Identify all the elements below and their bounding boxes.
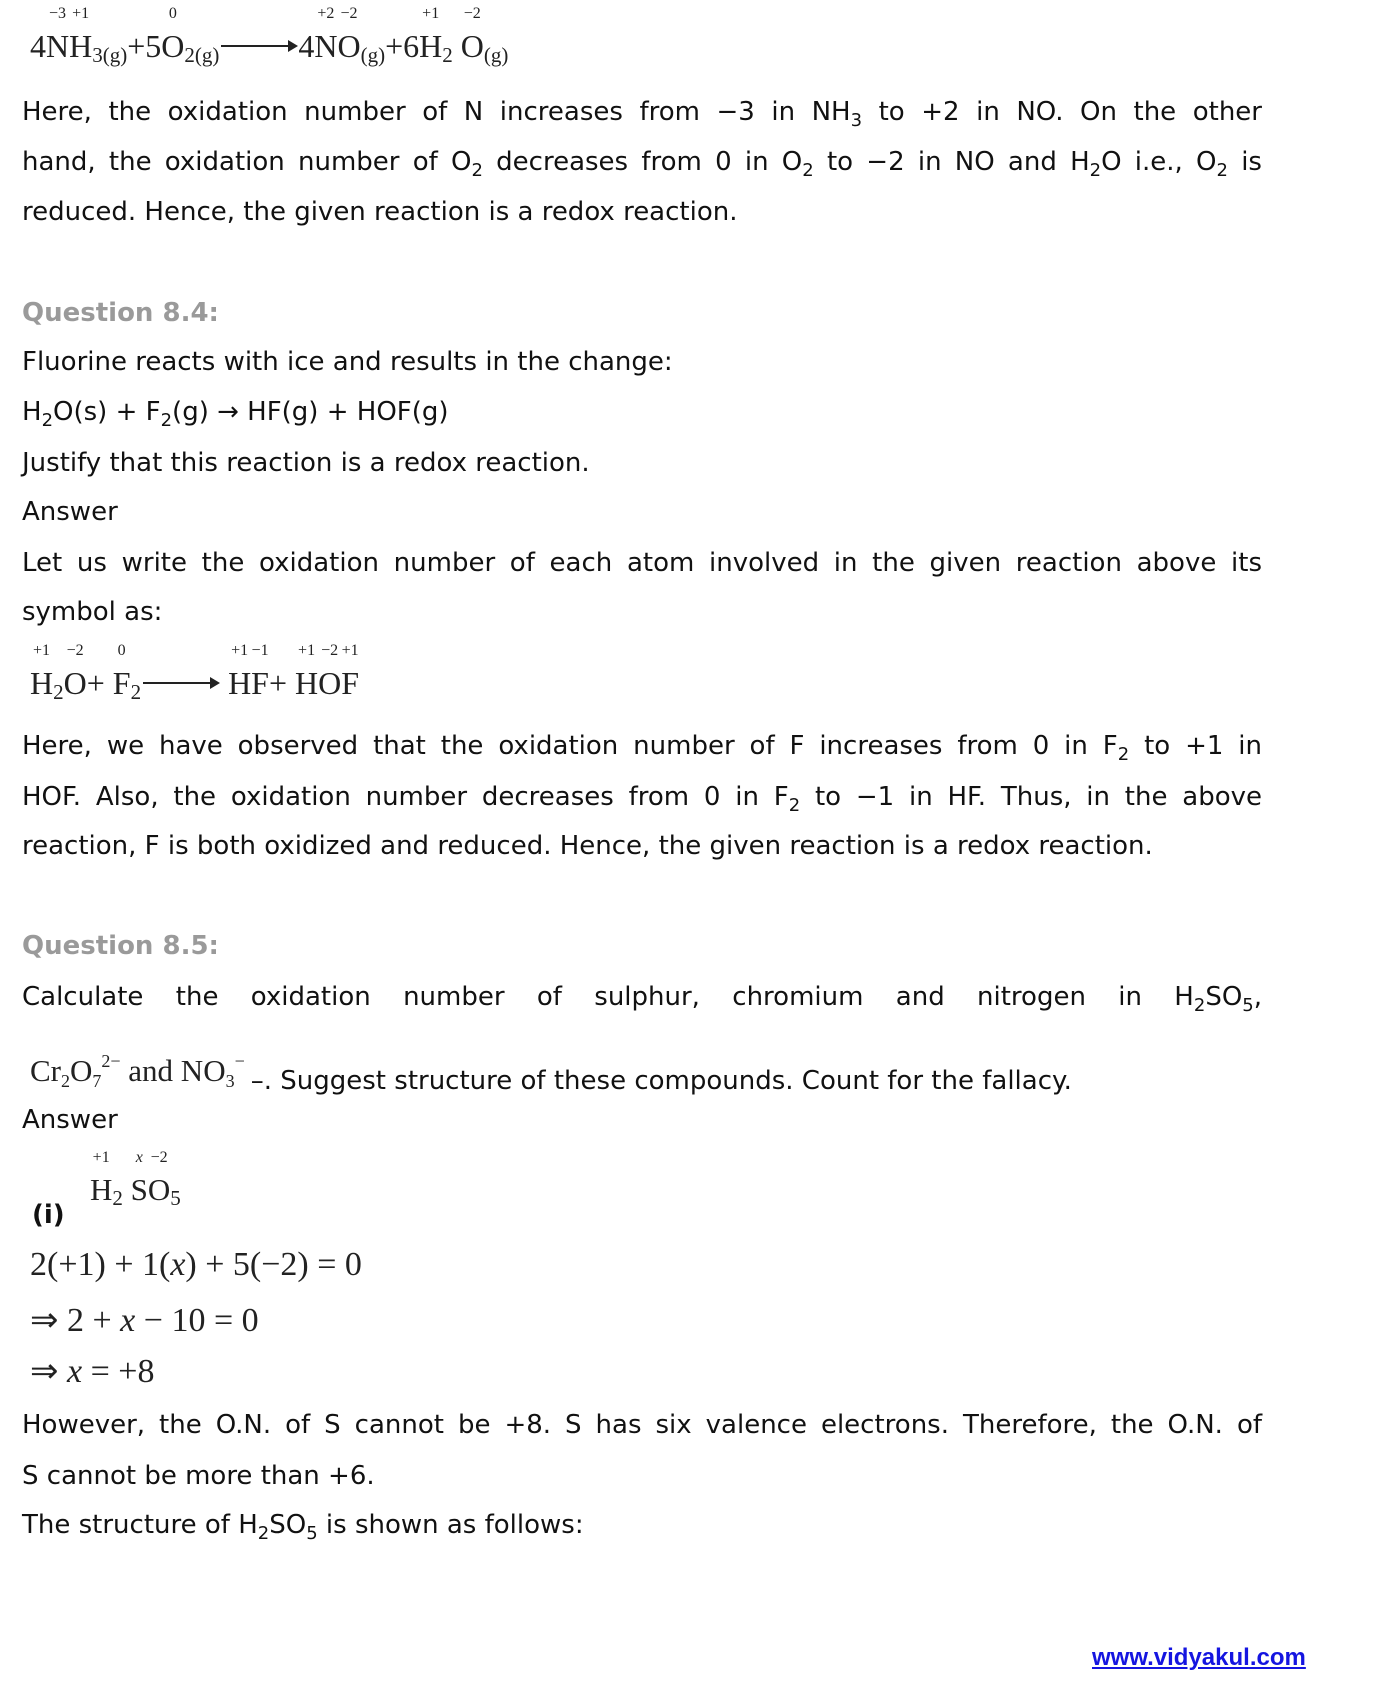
superscript: 2− [101,1051,121,1071]
atom-with-oxidation-state: F −1 [251,665,269,702]
text-run: 4 [30,28,46,64]
text-run: is shown as follows: [317,1510,584,1540]
subscript: 2 [1216,160,1228,181]
subscript: (g) [360,43,386,67]
text-run: Justify that this reaction is a redox reaction. [22,448,590,478]
text-run [453,28,461,64]
subscript: 2 [1117,744,1130,765]
question-text [22,337,1262,387]
text-run: S cannot be more than +6. [22,1461,375,1491]
text-run: 4 [298,28,315,64]
answer-text [22,538,1262,588]
atom-with-oxidation-state: O −2 [318,665,341,702]
oxidation-number: +1 [341,642,359,659]
equation-ammonia-oxidation [30,5,509,68]
subscript: 2 [41,410,54,431]
subscript: 2 [788,795,801,816]
atom-with-oxidation-state: N +2 [314,28,337,65]
subscript: 2 [53,680,64,704]
subscript: 5 [306,1523,318,1544]
text-run: +6 [385,28,420,64]
text-run: O i.e., O [1101,147,1217,177]
text-run: O(s) + F [53,397,161,427]
oxidation-number: +1 [422,5,440,22]
text-run: symbol as: [22,597,163,627]
text-run: (g) → HF(g) + HOF(g) [172,397,449,427]
atom-with-oxidation-state: N −3 [46,28,69,65]
superscript: − [234,1051,245,1071]
text-run: Calculate the oxidation number of sulphur, chromium and nitrogen in H [22,982,1194,1012]
formula-h2so5 [90,1149,181,1211]
answer-text [22,1400,1262,1450]
text-run: to +1 in [1129,731,1262,761]
subscript: 2 [61,1071,70,1091]
text-run: and NO [120,1053,226,1088]
reaction-arrow-icon [221,45,296,47]
atom-with-oxidation-state: S x [131,1172,148,1208]
question-heading-8-4: Question 8.4: [22,298,219,328]
oxidation-number: −3 [49,5,67,22]
text-run: However, the O.N. of S cannot be +8. S has six valence electrons. Therefore, the O.N. of [22,1410,1262,1440]
subscript: 2 [471,160,483,181]
variable: x [170,1246,186,1283]
atom-with-oxidation-state: H +1 [228,665,251,702]
oxidation-number: +1 [231,642,249,659]
oxidation-number: +1 [33,642,51,659]
subscript: 5 [1242,995,1254,1016]
subscript: 2 [257,1523,270,1544]
subscript: 2(g) [184,43,220,67]
answer-text [22,1500,1262,1559]
atom-with-oxidation-state: H +1 [419,28,442,65]
text-run: , [1253,982,1262,1012]
subscript: 2 [442,43,453,67]
text-run: to −1 in HF. Thus, in the above [800,782,1263,812]
text-run: HOF. Also, the oxidation number decreases from 0 in F [22,782,789,812]
answer-label: Answer [22,1105,118,1135]
oxidation-number: −2 [321,642,339,659]
text-run: hand, the oxidation number of O [22,147,472,177]
variable: x [120,1302,136,1339]
text-run: is [1227,147,1262,177]
text-run: + [86,665,113,701]
formula-dichromate-nitrate [30,1051,245,1091]
question-text-rest: –. Suggest structure of these compounds. Count for the fallacy. [250,1066,1072,1096]
atom-with-oxidation-state: F +1 [341,665,359,702]
text-run: reaction, F is both oxidized and reduced. Hence, the given reaction is a redox reaction. [22,831,1153,861]
subscript: 2 [802,160,814,181]
oxidation-number: +1 [72,5,90,22]
atom-with-oxidation-state: H +1 [90,1172,112,1208]
oxidation-number: −2 [150,1149,168,1166]
text-run: SO [1205,982,1243,1012]
math-step: ⇒ 2 + x − 10 = 0 [30,1302,259,1339]
oxidation-number: 0 [117,642,126,659]
answer-text [22,821,1262,871]
text-run [220,665,228,701]
subscript: 3(g) [92,43,128,67]
math-step: ⇒ x = +8 [30,1353,155,1390]
oxidation-number: −2 [66,642,84,659]
atom-with-oxidation-state: O −2 [461,28,484,65]
answer-text [22,587,1262,637]
atom-with-oxidation-state: O −2 [337,28,360,65]
text-run: to +2 in NO. On the other [862,97,1262,127]
text-run: to −2 in NO and H [813,147,1090,177]
text-run: SO [269,1510,307,1540]
equation-fluorine-ice [30,642,360,705]
subscript: 2 [130,680,142,704]
oxidation-number: −2 [463,5,481,22]
subscript: 2 [160,410,173,431]
text-run: decreases from 0 in O [482,147,803,177]
text-run: Cr [30,1053,61,1088]
atom-with-oxidation-state: H +1 [295,665,318,702]
text-run: + [268,665,296,701]
answer-text [22,1451,1262,1501]
text-run: Answer [22,497,118,527]
subscript: 3 [225,1071,235,1091]
oxidation-number: 0 [168,5,177,22]
math-step: 2(+1) + 1(x) + 5(−2) = 0 [30,1246,362,1283]
oxidation-number: +2 [317,5,335,22]
atom-with-oxidation-state: O 0 [161,28,184,65]
atom-with-oxidation-state: H +1 [30,665,53,702]
answer-label [22,487,1262,537]
subscript: 7 [92,1071,102,1091]
text-run: Fluorine reacts with ice and results in the change: [22,347,673,377]
subscript: 2 [1193,995,1206,1016]
text-run [123,1172,131,1207]
oxidation-number: +1 [92,1149,110,1166]
part-label: (i) [32,1200,65,1230]
subscript: 3 [850,110,863,131]
subscript: 2 [112,1186,123,1210]
oxidation-number: −1 [251,642,269,659]
question-text [22,972,1262,1031]
subscript: 5 [170,1186,181,1210]
atom-with-oxidation-state: O −2 [148,1172,170,1208]
vidyakul-link[interactable]: www.vidyakul.com [1092,1644,1306,1671]
atom-with-oxidation-state: F 0 [113,665,131,702]
text-run: Let us write the oxidation number of each atom involved in the given reaction above its [22,548,1262,578]
text-run: reduced. Hence, the given reaction is a redox reaction. [22,197,738,227]
subscript: 2 [1089,160,1102,181]
text-run: O [70,1053,93,1088]
text-run: Here, we have observed that the oxidation number of F increases from 0 in F [22,731,1118,761]
text-run: H [22,397,42,427]
question-heading-8-5: Question 8.5: [22,931,219,961]
atom-with-oxidation-state: H +1 [69,28,92,65]
oxidation-number: −2 [340,5,358,22]
subscript: (g) [483,43,509,67]
oxidation-number: +1 [298,642,316,659]
text-run: +5 [127,28,162,64]
atom-with-oxidation-state: O −2 [64,665,87,702]
text-run: Here, the oxidation number of N increases from −3 in NH [22,97,851,127]
reaction-arrow-icon [143,682,218,684]
oxidation-number: x [135,1149,143,1166]
question-text [22,438,1262,488]
variable: x [67,1353,83,1390]
paragraph-line [22,187,1262,237]
text-run: The structure of H [22,1510,258,1540]
